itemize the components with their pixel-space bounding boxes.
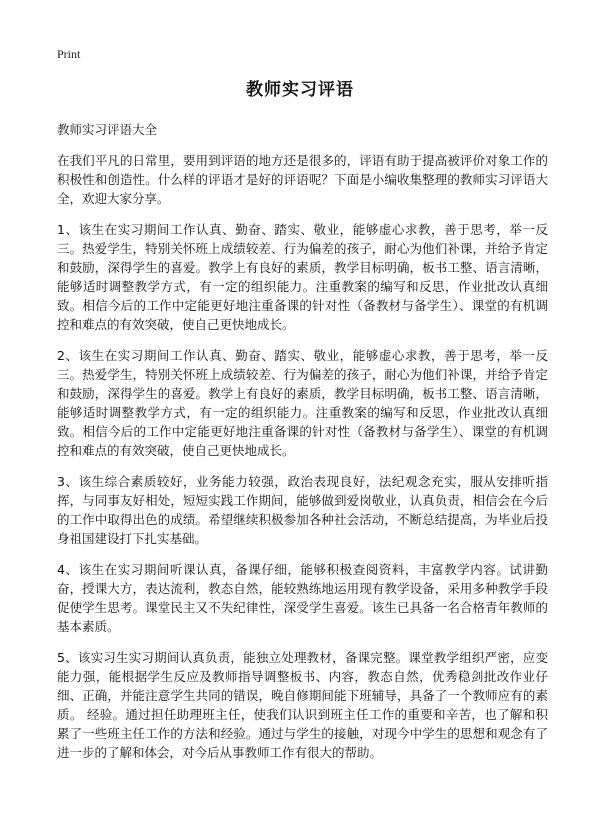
comment-paragraph-1: 1、该生在实习期间工作认真、勤奋、踏实、敬业，能够虚心求教，善于思考，举一反三。热爱学生，特别关怀班上成绩较差、行为偏差的孩子，耐心为他们补课，并给予肯定和鼓励，深得学生的喜爱。教学上有良好的素质，教学目标明确，板书工整、语言清晰，能够适时调整教学方式，有一定的组织能力。注重教案的编写和反思，作业批改认真细致。相信今后的工作中定能更好地注重备课的针对性（备教材与备学生）、课堂的有机调控和难点的有效突破，使自己更快地成长。: [57, 222, 548, 332]
page-title: 教师实习评语: [246, 80, 354, 100]
intro-paragraph: 在我们平凡的日常里，要用到评语的地方还是很多的，评语有助于提高被评价对象工作的积极性和创造性。什么样的评语才是好的评语呢？下面是小编收集整理的教师实习评语大全，欢迎大家分享。: [57, 153, 548, 206]
comment-paragraph-4: 4、该生在实习期间听课认真，备课仔细，能够积极查阅资料，丰富教学内容。试讲勤奋，授课大方，表达流利，教态自然，能较熟练地运用现有教学设备，采用多种教学手段促使学生思考。课堂民主又不失纪律性，深受学生喜爱。该生已具备一名合格青年教师的基本素质。: [57, 562, 548, 634]
comment-paragraph-2: 2、该生在实习期间工作认真、勤奋、踏实、敬业，能够虚心求教，善于思考，举一反三。热爱学生，特别关怀班上成绩较差、行为偏差的孩子，耐心为他们补课，并给予肯定和鼓励，深得学生的喜爱。教学上有良好的素质，教学目标明确，板书工整、语言清晰，能够适时调整教学方式，有一定的组织能力。注重教案的编写和反思，作业批改认真细致。相信今后的工作中定能更好地注重备课的针对性（备教材与备学生）、课堂的有机调控和难点的有效突破，使自己更快地成长。: [57, 348, 548, 458]
document-subtitle: 教师实习评语大全: [57, 122, 158, 137]
print-link[interactable]: Print: [57, 47, 81, 61]
comment-paragraph-3: 3、该生综合素质较好，业务能力较强，政治表现良好，法纪观念充实，服从安排听指挥，与同事友好相处，短短实践工作期间，能够做到爱岗敬业，认真负责，相信会在今后的工作中取得出色的成绩。希望继续积极参加各种社会活动，不断总结提高，为毕业后投身祖国建设打下扎实基础。: [57, 474, 548, 546]
document-body: [57, 121, 548, 774]
comment-paragraph-5: 5、该实习生实习期间认真负责，能独立处理教材，备课完整。课堂教学组织严密，应变能力强，能根据学生反应及教师指导调整板书、内容，教态自然，优秀稳剑批改作业仔细、正确，并能注意学生共同的错误，晚自修期间能下班辅导，具备了一个教师应有的素质。 经验。通过担任助理班主任，使我们认识到班主任工作的重要和辛苦，也了解和积累了一些班主任工作的方法和经验。通过与学生的接触，对现今中学生的思想和观念有了进一步的了解和体会，对今后从事教师工作有很大的帮助。: [57, 650, 548, 760]
